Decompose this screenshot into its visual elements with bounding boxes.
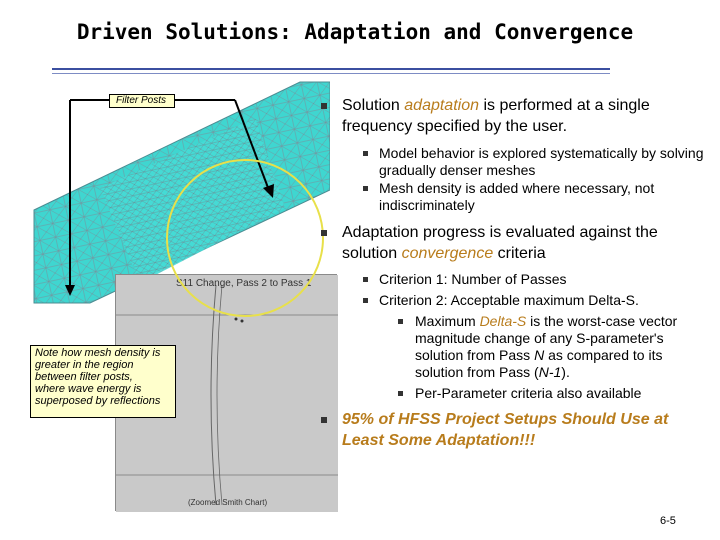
title-rule-thin <box>52 73 610 74</box>
bullet-square-icon <box>321 103 327 109</box>
note-line: Note how mesh density is <box>35 347 161 359</box>
accent-word: adaptation <box>404 97 479 114</box>
bullet-square-icon <box>363 186 368 191</box>
bullet-list <box>318 95 710 451</box>
bullet-square-icon <box>363 277 368 282</box>
mesh-density-note <box>30 345 176 418</box>
title-rule <box>52 68 610 70</box>
sub-sub-bullet: Per-Parameter criteria also available <box>318 385 710 402</box>
bullet-adaptation: Solution adaptation is performed at a single frequency specified by the user. <box>318 95 710 137</box>
note-line: between filter posts, <box>35 371 133 383</box>
note-line: where wave energy is <box>35 383 142 395</box>
accent-word: Delta-S <box>479 313 527 329</box>
bullet-square-icon <box>321 417 327 423</box>
sub-bullet: Criterion 1: Number of Passes <box>318 271 710 288</box>
filter-posts-callout: Filter Posts <box>109 94 175 108</box>
page-number: 6-5 <box>660 515 676 527</box>
bullet-square-icon <box>398 319 403 324</box>
bullet-final: 95% of HFSS Project Setups Should Use at Least Some Adaptation!!! <box>318 409 710 451</box>
bullet-square-icon <box>363 151 368 156</box>
note-line: superposed by reflections <box>35 395 161 407</box>
bullet-square-icon <box>363 298 368 303</box>
smith-chart-title: S11 Change, Pass 2 to Pass 1 <box>176 278 312 289</box>
smith-chart-footer: (Zoomed Smith Chart) <box>188 498 268 507</box>
note-line: greater in the region <box>35 359 134 371</box>
highlight-circle <box>165 158 325 318</box>
accent-word: convergence <box>401 245 494 262</box>
bullet-progress: Adaptation progress is evaluated against the solution convergence criteria <box>318 222 710 264</box>
bullet-square-icon <box>321 230 327 236</box>
sub-sub-bullet: Maximum Delta-S is the worst-case vector magnitude change of any S-parameter's solution from Pass N as compared to its solution from Pass (N-1). <box>318 313 710 381</box>
sub-bullet: Mesh density is added where necessary, not indiscriminately <box>318 180 710 214</box>
sub-bullet: Model behavior is explored systematically by solving gradually denser meshes <box>318 145 710 179</box>
sub-bullet: Criterion 2: Acceptable maximum Delta-S. <box>318 292 710 309</box>
bullet-square-icon <box>398 391 403 396</box>
slide-title: Driven Solutions: Adaptation and Convergence <box>76 20 634 44</box>
